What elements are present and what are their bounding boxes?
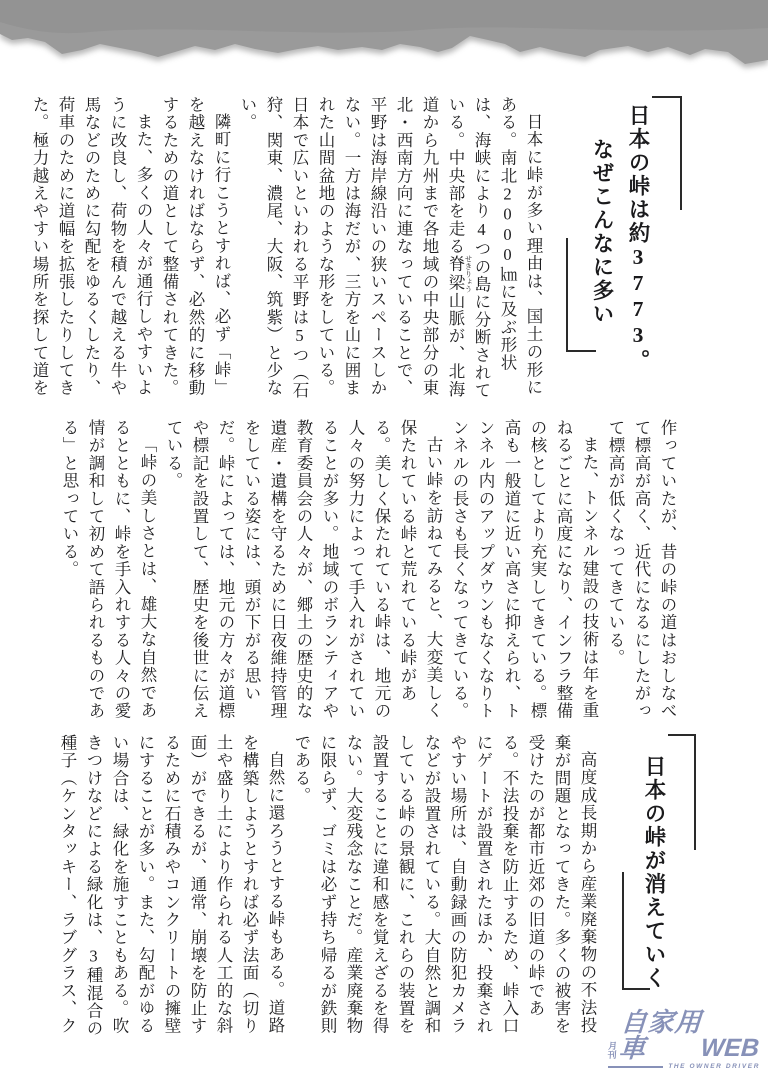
magazine-logo-wordmark: [606, 1009, 762, 1061]
text-band-middle: [20, 419, 680, 721]
paragraph: 古い峠を訪ねてみると、大変美しく保たれている峠と荒れている峠がある。美しく保たれている峠は、地元の人々の努力によって手入れがされていることが多い。地域のボランティアや教育委員会の人々が、郷土の歴史的な遺産・遺構を守るために日夜維持管理をしている姿には、頭が下がる思いだ。峠によっては、地元の方々が道標や標記を設置して、歴史を後世に伝えている。: [164, 419, 443, 720]
paragraph: 自然に還ろうとする峠もある。道路を構築しようとすれば必ず法面（切り土や盛り土により作られる人工的な斜面）ができるが、通常、崩壊を防止するために石積みやコンクリートの擁壁にすることが多い。また、勾配がゆるい場合は、緑化を施すこともある。吹きつけなどによる緑化は、3種混合の種子（ケンタッキー、ラブグラス、ク: [58, 734, 285, 1038]
section2-heading-line: 日本の峠が消えていく: [642, 755, 666, 990]
paragraph: 「峠の美しさとは、雄大な自然であるとともに、峠を手入れする人々の愛情が調和して初めて語られるものである」と思っている。: [60, 419, 157, 720]
paragraph: 高度成長期から産業廃棄物の不法投棄が問題となってきた。多くの被害を受けたのが都市近郊の旧道の峠である。不法投棄を防止するため、峠入口にゲートが設置されたほか、投棄されやすい場所は、自動録画の防犯カメラなどが設置されている。大自然と調和している峠の景観に、これらの装置を設置することに違和感を覚えざるを得ない。大変残念なことだ。産業廃棄物に限らず、ゴミは必ず持ち帰るが鉄則である。: [292, 734, 597, 1035]
text-band-top: [24, 96, 674, 404]
section2-heading: [624, 734, 688, 1040]
logo-tagline: THE OWNER DRIVER: [668, 1063, 760, 1070]
logo-prefix-gekkan: 月刊: [606, 1041, 618, 1059]
section1-heading-line2: なぜこんなに多い: [590, 138, 614, 326]
logo-underline: [608, 1066, 663, 1068]
text-band-bottom: [18, 734, 688, 1040]
paragraph: また、多くの人々が通行しやすいように改良し、荷物を積んで越える牛や馬などのために勾配をゆるくしたり、荷車のために道幅を拡張したりしてきた。極力越えやすい場所を探して道を: [30, 96, 153, 397]
section1-heading: [570, 96, 674, 404]
paragraph: 隣町に行こうとすれば、必ず「峠」を越えなければならず、必然的に移動するための道として整備されてきた。: [160, 96, 231, 397]
logo-main-title: 自家用車: [618, 1007, 703, 1063]
paragraph: また、トンネル建設の技術は年を重ねるごとに高度になり、インフラ整備の核としてより充実してきている。標高も一般道に近い高さに抑えられ、トンネル内のアップダウンもなくなりトンネルの長さも長くなってきている。: [450, 419, 599, 720]
section1-heading-line1: 日本の峠は約3773。: [626, 104, 650, 373]
magazine-logo: [608, 1009, 760, 1070]
magazine-logo-tagline-row: [608, 1063, 760, 1070]
torn-paper-edge: [0, 0, 768, 80]
paragraph: 作っていたが、昔の峠の道はおしなべて標高が高く、近代になるにしたがって標高が低くなってきている。: [606, 419, 677, 720]
logo-web-suffix: WEB: [699, 1034, 761, 1062]
paragraph: 日本に峠が多い理由は、国土の形にある。南北2000㎞に及ぶ形状は、海峡により4つの島に分断されている。中央部を走る脊梁 せきりょう山脈が、北海道から九州まで各地域の中央部分の東北・西南方向に連なっていることで、平野は海岸線沿いの狭いスペースしかない。一方は海だが、三方を山に囲まれた山間盆地のような形をしている。日本で広いといわれる平野は5つ（石狩、関東、濃尾、大阪、筑紫）と少ない。: [238, 96, 543, 400]
